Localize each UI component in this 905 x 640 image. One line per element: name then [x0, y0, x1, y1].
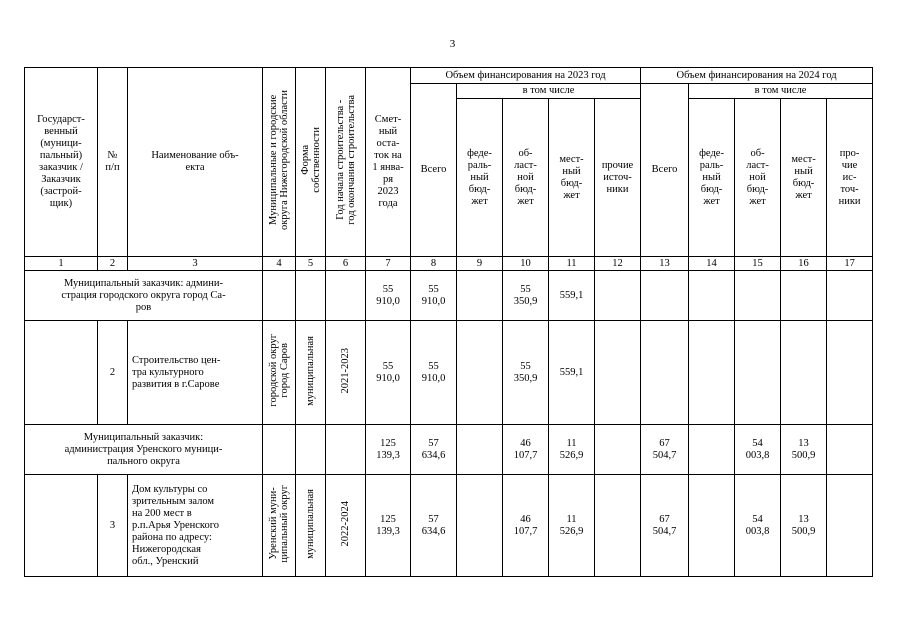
- table-row: [25, 475, 873, 577]
- object-number: 2: [98, 321, 128, 425]
- local-2024: [781, 271, 827, 321]
- total-2024: 67 504,7: [641, 475, 689, 577]
- table-row: [25, 321, 873, 425]
- total-2023: 55 910,0: [411, 271, 457, 321]
- header-regional-2024: об- ласт- ной бюд- жет: [735, 99, 781, 257]
- col-number: 13: [641, 257, 689, 271]
- regional-2023: 46 107,7: [503, 425, 549, 475]
- header-local-2024: мест- ный бюд- жет: [781, 99, 827, 257]
- object-ownership: муниципальная: [296, 321, 326, 425]
- object-name: Строительство цен- тра культурного развития в г.Сарове: [128, 321, 263, 425]
- col-number: 7: [366, 257, 411, 271]
- object-municipality: Уренский муни- ципальный округ: [263, 475, 296, 577]
- col-number: 9: [457, 257, 503, 271]
- group-customer: Муниципальный заказчик: администрация Уренского муници- пального округа: [25, 425, 263, 475]
- header-fin-2024: Объем финансирования на 2024 год: [641, 68, 873, 84]
- local-2023: 559,1: [549, 321, 595, 425]
- header-federal-2024: феде- раль- ный бюд- жет: [689, 99, 735, 257]
- object-name: Дом культуры со зрительным залом на 200 мест в р.п.Арья Уренского района по адресу: Нижегородская обл., Уренский: [128, 475, 263, 577]
- col-number: 14: [689, 257, 735, 271]
- col-number: 11: [549, 257, 595, 271]
- total-2023: 55 910,0: [411, 321, 457, 425]
- total-2023: 57 634,6: [411, 425, 457, 475]
- header-estimate-rest: Смет- ный оста- ток на 1 янва- ря 2023 года: [366, 68, 411, 257]
- object-number: 3: [98, 475, 128, 577]
- total-2024: [641, 271, 689, 321]
- header-ownership: Форма собственности: [296, 68, 326, 257]
- col-number: 12: [595, 257, 641, 271]
- header-object-name: Наименование объ- екта: [128, 68, 263, 257]
- regional-2024: [735, 321, 781, 425]
- financing-table: [24, 67, 873, 577]
- object-years: 2021-2023: [326, 321, 366, 425]
- col-number: 4: [263, 257, 296, 271]
- total-2023: 57 634,6: [411, 475, 457, 577]
- local-2024: 13 500,9: [781, 475, 827, 577]
- header-other-2023: прочие источ- ники: [595, 99, 641, 257]
- header-fin-2023: Объем финансирования на 2023 год: [411, 68, 641, 84]
- local-2023: 11 526,9: [549, 475, 595, 577]
- total-2024: 67 504,7: [641, 425, 689, 475]
- total-2024: [641, 321, 689, 425]
- estimate-rest: 55 910,0: [366, 271, 411, 321]
- header-incl-2024: в том числе: [689, 84, 873, 99]
- object-municipality: городской округ город Саров: [263, 321, 296, 425]
- header-years: Год начала строительства - год окончания строительства: [326, 68, 366, 257]
- col-number: 6: [326, 257, 366, 271]
- regional-2023: 55 350,9: [503, 321, 549, 425]
- col-number: 16: [781, 257, 827, 271]
- regional-2024: 54 003,8: [735, 475, 781, 577]
- col-number: 17: [827, 257, 873, 271]
- col-number: 1: [25, 257, 98, 271]
- regional-2024: [735, 271, 781, 321]
- col-number: 3: [128, 257, 263, 271]
- table-row: [25, 271, 873, 321]
- group-customer: Муниципальный заказчик: админи- страция городского округа город Са- ров: [25, 271, 263, 321]
- header-local-2023: мест- ный бюд- жет: [549, 99, 595, 257]
- header-other-2024: про- чие ис- точ- ники: [827, 99, 873, 257]
- object-ownership: муниципальная: [296, 475, 326, 577]
- header-total-2023: Всего: [411, 84, 457, 257]
- column-numbers-row: [25, 257, 873, 271]
- col-number: 5: [296, 257, 326, 271]
- header-num: № п/п: [98, 68, 128, 257]
- table-row: [25, 425, 873, 475]
- object-years: 2022-2024: [326, 475, 366, 577]
- header-federal-2023: феде- раль- ный бюд- жет: [457, 99, 503, 257]
- col-number: 15: [735, 257, 781, 271]
- regional-2023: 46 107,7: [503, 475, 549, 577]
- regional-2024: 54 003,8: [735, 425, 781, 475]
- col-number: 2: [98, 257, 128, 271]
- local-2023: 559,1: [549, 271, 595, 321]
- header-regional-2023: об- ласт- ной бюд- жет: [503, 99, 549, 257]
- col-number: 10: [503, 257, 549, 271]
- header-municipality: Муниципальные и городские округа Нижегородской области: [263, 68, 296, 257]
- header-total-2024: Всего: [641, 84, 689, 257]
- header-customer: Государст- венный (муници- пальный) заказчик / Заказчик (застрой- щик): [25, 68, 98, 257]
- page-number: 3: [449, 38, 456, 50]
- local-2023: 11 526,9: [549, 425, 595, 475]
- local-2024: [781, 321, 827, 425]
- regional-2023: 55 350,9: [503, 271, 549, 321]
- col-number: 8: [411, 257, 457, 271]
- local-2024: 13 500,9: [781, 425, 827, 475]
- estimate-rest: 125 139,3: [366, 475, 411, 577]
- header-incl-2023: в том числе: [457, 84, 641, 99]
- estimate-rest: 125 139,3: [366, 425, 411, 475]
- estimate-rest: 55 910,0: [366, 321, 411, 425]
